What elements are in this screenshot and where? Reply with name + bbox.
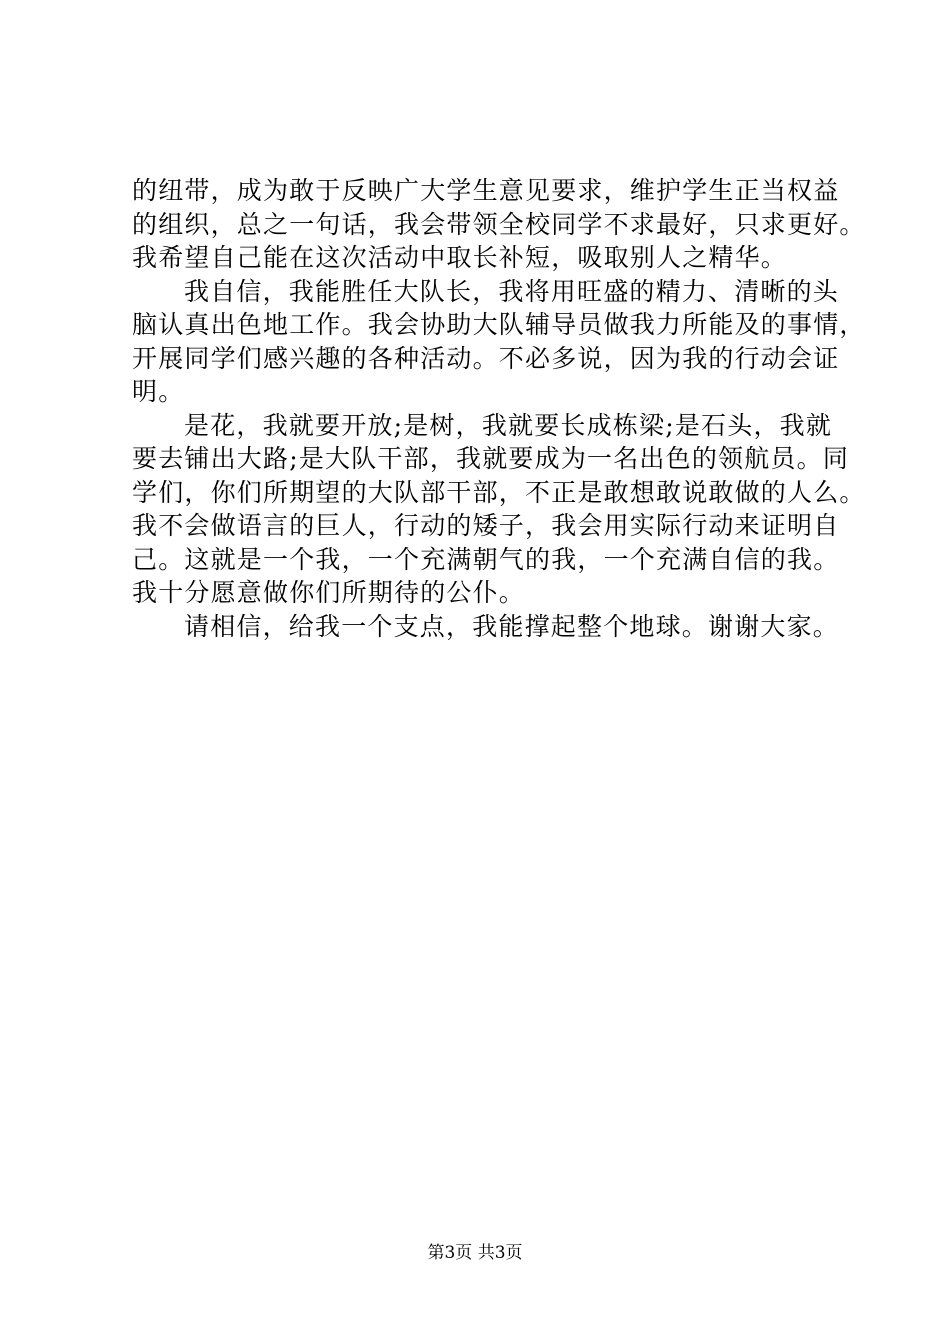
text-line: 我十分愿意做你们所期待的公仆。 (132, 578, 526, 607)
text-line: 我希望自己能在这次活动中取长补短，吸取别人之精华。 (132, 243, 788, 272)
text-line: 的组织，总之一句话，我会带领全校同学不求最好，只求更好。 (132, 209, 866, 239)
page-number-footer: 第3页 共3页 (427, 1243, 523, 1263)
paragraph-first-line: 请相信，给我一个支点，我能撑起整个地球。谢谢大家。 (184, 611, 840, 641)
document-body (132, 174, 866, 643)
paragraph-first-line: 我自信，我能胜任大队长，我将用旺盛的精力、清晰的头 (184, 276, 840, 306)
text-line: 己。这就是一个我，一个充满朝气的我，一个充满自信的我。 (132, 544, 840, 574)
text-line: 脑认真出色地工作。我会协助大队辅导员做我力所能及的事情， (132, 310, 866, 339)
text-line: 的纽带，成为敢于反映广大学生意见要求，维护学生正当权益 (132, 176, 840, 205)
paragraph-first-line: 是花，我就要开放;是树，我就要长成栋梁;是石头，我就 (184, 410, 833, 440)
text-line: 要去铺出大路;是大队干部，我就要成为一名出色的领航员。同 (132, 444, 850, 473)
text-line: 明。 (132, 377, 185, 406)
text-line: 学们，你们所期望的大队部干部，不正是敢想敢说敢做的人么。 (132, 477, 866, 507)
text-line: 开展同学们感兴趣的各种活动。不必多说，因为我的行动会证 (132, 343, 840, 373)
text-line: 我不会做语言的巨人，行动的矮子，我会用实际行动来证明自 (132, 511, 840, 540)
